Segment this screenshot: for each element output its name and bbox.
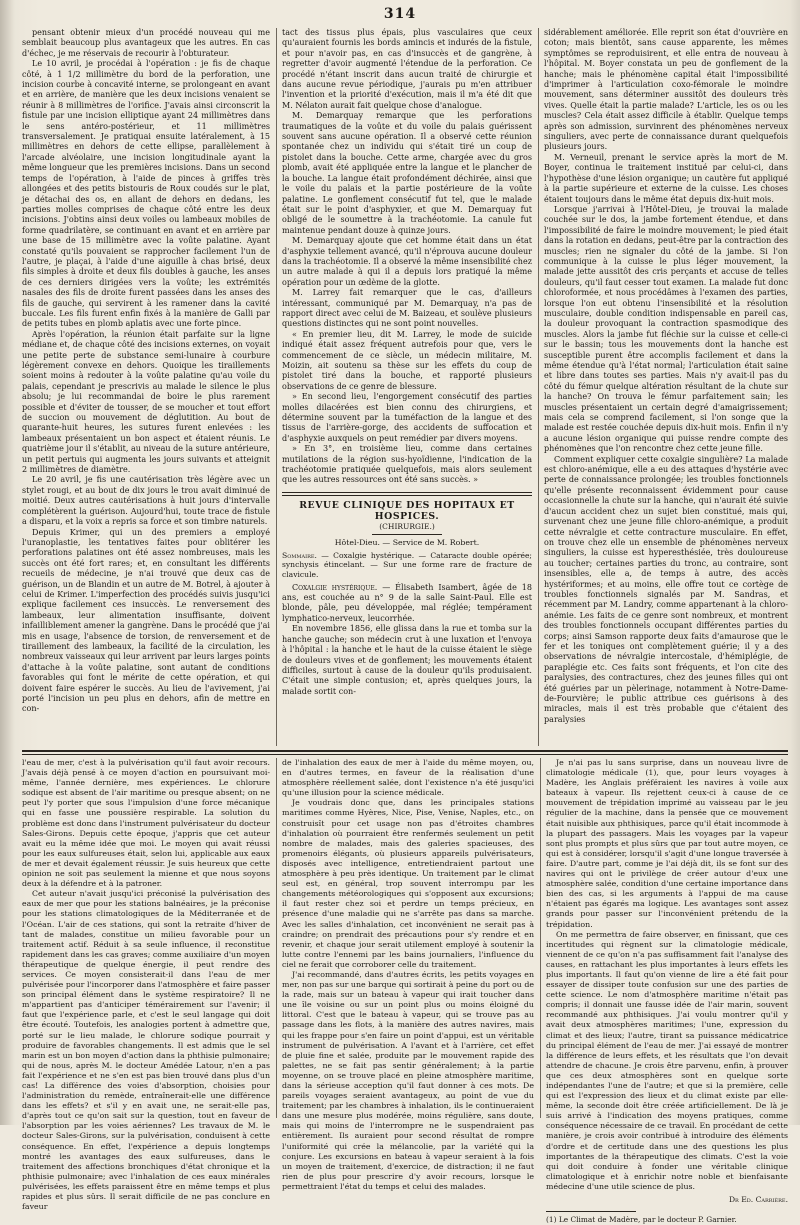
paragraph: M. Demarquay remarque que les perforations traumatiques de la voûte et du voile du palais guérissent souvent sans aucune opération. Il a observé cette réunion spontanée chez un individu qui s'était tiré un coup de pistolet dans la bouche. Cette arme, chargée avec du gros plomb, avait été appliquée entre la langue et le plancher de la bouche. La langue était profondément déchirée, ainsi que le voile du palais et la partie postérieure de la voûte palatine. Le gonflement consécutif fut tel, que le malade était sur le point d'asphyxier, et que M. Demarquay fut obligé de le soumettre à la trachéotomie. La canule fut maintenue pendant douze à quinze jours. [282,111,532,235]
paragraph: Cet auteur n'avait jusqu'ici préconisé la pulvérisation des eaux de mer que pour les stations balnéaires, je la préconise pour les stations climatologiques de la Méditerranée et de l'Océan. L'air de ces stations, qui sont la retraite d'hiver de tant de malades, constitue un milieu favorable pour un traitement actif. Réduit à sa seule influence, il reconstitue rapidement dans les cas graves; comme auxiliaire d'un moyen thérapeutique de quelque énergie, il peut rendre des services. Ce moyen consisterait-il dans l'eau de mer pulvérisée pour l'incorporer dans l'atmosphère et faire passer son principal élément dans le système respiratoire? Il ne m'appartient pas d'anticiper témérairement sur l'avenir; il faut que l'expérience parle, et c'est le seul langage qui doit être écouté. Toutefois, les analogies portent à admettre que, porté sur le lieu malade, le chlorure sodique pourrait y produire de favorables changements. Il est admis que le sel marin est un bon moyen d'action dans la phthisie pulmonaire; qui de nous, après M. le docteur Amédée Latour, n'en a pas fait l'expérience et ne s'en est pas bien trouvé dans plus d'un cas! La différence des voies d'absorption, choisies pour l'administration du remède, entraînerait-elle une différence dans les effets? et s'il y en avait une, ne serait-elle pas, d'après tout ce qu'on sait sur la question, tout en faveur de l'absorption par les voies aériennes? Les travaux de M. le docteur Sales-Girons, sur la pulvérisation, conduisent à cette conséquence. En effet, l'expérience a depuis longtemps montré les avantages des eaux sulfureuses, dans le traitement des affections bronchiques d'état chronique et la phthisie pulmonaire; avec l'inhalation de ces eaux minérales pulvérisées, les effets paraissent être en même temps et plus rapides et plus sûrs. Il serait difficile de ne pas conclure en faveur [22,889,270,1212]
summary-text: — Coxalgie hystérique. — Cataracte double opérée; synchysis étincelant. — Sur une forme rare de fracture de clavicule. [282,550,532,580]
paragraph: Je n'ai pas lu sans surprise, dans un nouveau livre de climatologie médicale (1), que, pour leurs voyages à Madère, les Anglais préféraient les navires à voile aux bateaux à vapeur. Ils rejettent ceux-ci à cause de ce mouvement de trépidation imprimé au vaisseau par le jeu régulier de la machine, dans la pensée que ce mouvement était nuisible aux phthisiques, parce qu'il était incommode à la plupart des passagers. Mais les voyages par la vapeur sont plus prompts et plus sûrs que par tout autre moyen, ce qui est à considérer, lorsqu'il s'agit d'une longue traversée à faire. D'autre part, comme je l'ai déjà dit, ils se font sur des navires qui ont le privilège de créer autour d'eux une atmosphère salée, condition d'une certaine importance dans bien des cas, si les arguments à l'appui de ma cause n'étaient pas égarés ma logique. Les avantages sont assez grands pour passer sur l'inconvénient prétendu de la trépidation. [546,758,788,929]
paragraph: l'eau de mer, c'est à la pulvérisation qu'il faut avoir recours. J'avais déjà pensé à ce moyen d'action en poursuivant moi-même, l'année dernière, mes expériences. Le chlorure sodique est absent de l'air maritime ou presque absent; on ne peut l'y porter que sous l'impulsion d'une force mécanique qui en fasse une poussière respirable. La solution du problème est donc dans l'instrument pulvérisateur du docteur Sales-Girons. Depuis cette époque, j'appris que cet auteur avait eu la même idée que moi. Le moyen qui avait réussi pour les eaux sulfureuses était, selon lui, applicable aux eaux de mer et devait également réussir. Je suis heureux que cette opinion ne soit pas seulement la mienne et que nous soyons deux à la défendre et à la patroner. [22,758,270,889]
lower-feuilleton-area [22,758,788,1225]
summary [282,551,532,580]
section-separator-rule-thin [22,754,788,755]
paragraph: M. Verneuil, prenant le service après la mort de M. Boyer, continua le traitement institué par celui-ci, dans l'hypothèse d'une lésion organique; un cautère fut appliqué à la partie supérieure et externe de la cuisse. Les choses étaient toujours dans le même état depuis dix-huit mois. [544,152,788,204]
section-rule [282,492,532,496]
service-line: Hôtel-Dieu. — Service de M. Robert. [334,537,480,547]
paragraph: M. Larrey fait remarquer que le cas, d'ailleurs intéressant, communiqué par M. Demarquay, n'a pas de rapport direct avec celui de M. Baizeau, et soulève plusieurs questions distinctes qui ne sont point nouvelles. [282,288,532,329]
paragraph: Je voudrais donc que, dans les principales stations maritimes comme Hyères, Nice, Pise, Venise, Naples, etc., on construisît pour cet usage non pas d'étroites chambres d'inhalation où pourraient être renfermés seulement un petit nombre de malades, mais des galeries spacieuses, des promenoirs élégants, où plusieurs appareils pulvérisateurs, disposés avec intelligence, entretiendraient partout une atmosphère à peu près identique. Un traitement par le climat seul est, en général, trop souvent interrompu par les changements météorologiques qui s'opposent aux excursions; il faut rester chez soi et perdre un temps précieux, en présence d'une maladie qui ne s'arrête pas dans sa marche. Avec les salles d'inhalation, cet inconvénient ne serait pas à craindre; on prendrait des précautions pour s'y rendre et en revenir, et chaque jour serait utilement employé à soutenir la lutte contre l'ennemi par les bains journaliers, l'influence du ciel ne ferait que corroborer celle du traitement. [282,798,534,969]
paragraph: Comment expliquer cette coxalgie singulière? La malade est chloro-anémique, elle a eu des attaques d'hystérie avec perte de connaissance prolongée; les troubles fonctionnels qu'elle présente reconnaissent évidemment pour cause occasionnelle la chute sur la hanche, qui n'aurait été suivie d'aucun accident chez un sujet bien constitué, mais qui, survenant chez une jeune fille chloro-anémique, a produit cette névralgie et cette contracture musculaire. En effet, on trouve chez elle un ensemble de phénomènes nerveux singuliers, la cuisse est hyperesthésiée, très douloureuse au toucher; certaines parties du tronc, au contraire, sont insensibles, elle a, de temps à autre, des accès hystériformes; et au moins, elle offre tout ce cortège de troubles fonctionnels signalés par M. Sandras, et récemment par M. Landry, comme appartenant à la chloro-anémie. Les faits de ce genre sont nombreux, et montrent des troubles fonctionnels occupant différentes parties du corps; ainsi Samson rapporte deux faits d'amaurose que le fer et les toniques ont complètement guérie; il y a des observations de névralgie intercostale, d'hémiplégie, de paraplégie etc. Ces faits sont fréquents, et l'on cite des paralysies, des contractures, chez des jeunes filles qui ont été guéries par un pèlerinage, notamment à Notre-Dame-de-Fourvière; le public attribue ces guérisons à des miracles, mais il est très probable que c'étaient des paralysies [544,454,788,724]
paragraph: Après l'opération, la réunion était parfaite sur la ligne médiane et, de chaque côté des incisions externes, on voyait une petite perte de substance semi-lunaire à courbure légèrement convexe en dehors. Quoique les tiraillements soient moins à redouter à la voûte palatine qu'au voile du palais, cependant je prescrivis au malade le silence le plus absolu; je lui recommandai de boire le plus rarement possible et d'éviter de tousser, de se moucher et tout effort de succion ou mouvement de déglutition. Au bout de quarante-huit heures, les sutures furent enlevées : les lambeaux présentaient un bon aspect et étaient réunis. Le quatrième jour il s'établit, au niveau de la suture antérieure, un petit pertuis qui augmenta les jours suivants et atteignit 2 millimètres de diamètre. [22,329,270,475]
binding-shadow [0,0,14,1125]
upper-column-1 [22,28,270,746]
paragraph: pensant obtenir mieux d'un procédé nouveau qui me semblait beaucoup plus avantageux que les autres. En cas d'échec, je me réservais de recourir à l'obturateur. [22,28,270,58]
upper-column-2 [282,28,532,746]
paragraph: J'ai recommandé, dans d'autres écrits, les petits voyages en mer, non pas sur une barque qui sortirait à peine du port ou de la rade, mais sur un bateau à vapeur qui irait toucher dans une île voisine ou sur un point plus ou moins éloigné du littoral. C'est que le bateau à vapeur, qui se trouve pas au passage dans les flots, à la manière des autres navires, mais qui les frappe pour s'en faire un point d'appui, est un véritable instrument de pulvérisation. A l'avant et à l'arrière, cet effet de pluie fine et salée, produite par le mouvement rapide des palettes, ne se fait pas sentir généralement; à la partie moyenne, on se trouve placé en pleine atmosphère maritime, dans la sérieuse acception qu'il faut donner à ces mots. De pareils voyages seraient avantageux, au point de vue du traitement; par les chambres à inhalation, ils le continueraient dans une mesure plus modérée, moins régulière, sans doute, mais qui moins de l'interrompre ne le suspendraient pas entièrement. Ils auraient pour second résultat de rompre l'uniformité qui crée la mélancolie, par la variété qui la conjure. Les excursions en bateau à vapeur seraient à la fois un moyen de traitement, d'exercice, de distraction; il ne faut rien de plus pour prescrire d'y avoir recours, lorsque le permettraient l'état du temps et celui des malades. [282,969,534,1191]
case-label: Coxalgie hystérique. [292,582,378,592]
page-number: 314 [383,6,417,22]
paragraph: On me permettra de faire observer, en finissant, que ces incertitudes qui règnent sur la climatologie médicale, viennent de ce qu'on n'a pas suffisamment fait l'analyse des causes, en rattachant les plus importantes à leurs effets les plus importants. Il faut qu'on vienne de lire a été fait pour essayer de dissiper toute confusion sur une des parties de cette science. Le nom d'atmosphère maritime n'était pas compris; il donnait une fausse idée de l'air marin, souvent recommandé aux phthisiques. J'ai voulu montrer qu'il y avait deux atmosphères maritimes; l'une, expression du climat et des lieux; l'autre, tirant sa puissance médicatrice du principal élément de l'eau de mer. J'ai essayé de montrer la différence de leurs effets, et les résultats que l'on devait attendre de chacune. Je crois être parvenu, enfin, à prouver que ces deux atmosphères sont en quelque sorte indépendantes l'une de l'autre; et que si la première, celle qui est l'expression des lieux et du climat existe par elle-même, la seconde doit être créée artificiellement. De là je suis arrivé à l'indication des moyens pratiques, comme conséquence nécessaire de ce travail. En procédant de cette manière, je crois avoir contribué à introduire des éléments d'ordre et de certitude dans une des questions les plus importantes de la thérapeutique des climats. C'est la voie qui doit conduire à fonder une véritable clinique climatologique et à enrichir notre noble et bienfaisante médecine d'une utile science de plus. [546,929,788,1191]
paragraph: Le 20 avril, je fis une cautérisation très légère avec un stylet rougi, et au bout de dix jours le trou avait diminué de moitié. Deux autres cautérisations à huit jours d'intervalle complétèrent la guérison. Aujourd'hui, toute trace de fistule a disparu, et la voix a repris sa force et son timbre naturels. [22,475,270,527]
short-rule [372,534,442,535]
lower-column-1 [22,758,270,1212]
author-signature: Dr Ed. Carrière. [728,1195,788,1205]
lower-column-3 [546,758,788,1225]
paragraph: sidérablement améliorée. Elle reprit son état d'ouvrière en coton; mais bientôt, sans cause apparente, les mêmes symptômes se reproduisirent, et elle entra de nouveau à l'hôpital. M. Boyer constata un peu de gonflement de la hanche; mais le phénomène capital était l'impossibilité d'imprimer à l'articulation coxo-fémorale le moindre mouvement, sans déterminer aussitôt des douleurs très vives. Quelle était la partie malade? L'article, les os ou les muscles? Cela était assez difficile à établir. Quelque temps après son admission, survinrent des phénomènes nerveux singuliers, avec perte de connaissance durant quelquefois plusieurs jours. [544,28,788,152]
paragraph: » En 3°, en troisième lieu, comme dans certaines mutilations de la région sus-hyoïdienne, l'indication de la trachéotomie pratiquée quelquefois, mais alors seulement que les autres ressources ont été sans succès. » [282,444,532,485]
case-text: — Élisabeth Isambert, âgée de 18 ans, est couchée au n° 9 de la salle Saint-Paul. Elle est blonde, pâle, peu développée, mal réglée; tempérament lymphatico-nerveux, leucorrhée. [282,582,532,623]
paragraph: Depuis Krimer, qui un des premiers a employé l'uranoplastie, les tentatives faites pour oblitérer les perforations palatines ont été assez nombreuses, mais les succès ont été fort rares; et, en consultant les différents recueils de médecine, je n'ai trouvé que deux cas de guérison, un de Blandin et un autre de M. Botrel, à ajouter à celui de Krimer. L'imperfection des procédés suivis jusqu'ici explique facilement ces insuccès. Le renversement des lambeaux, leur alimentation insuffisante, doivent infailliblement amener la gangrène. Dans le procédé que j'ai mis en usage, l'absence de torsion, de renversement et de tiraillement des lambeaux, la facilité de la circulation, les nombreux vaisseaux qui leur arrivent par leurs larges points d'attache à la voûte palatine, sont autant de conditions favorables qui font le mérite de cette opération, et qui doivent faire espérer le succès. Au lieu de l'avivement, j'ai porté l'incision un peu plus en dehors, afin de mettre en con- [22,527,270,714]
paragraph: M. Demarquay ajoute que cet homme était dans un état d'asphyxie tellement avancé, qu'il n'éprouva aucune douleur dans la trachéotomie. Il a observé la même insensibilité chez un autre malade à qui il a depuis lors pratiqué la même opération pour un œdème de la glotte. [282,236,532,287]
summary-label: Sommaire. [282,550,317,560]
footnote-rule [546,1211,636,1212]
paragraph: tact des tissus plus épais, plus vasculaires que ceux qu'auraient fournis les bords amincis et indurés de la fistule, et pour n'avoir pas, en cas d'insuccès et de gangrène, à regretter d'avoir augmenté l'étendue de la perforation. Ce procédé n'étant inscrit dans aucun traité de chirurgie et dans aucune revue périodique, j'aurais pu m'en attribuer l'invention et la priorité d'exécution, mais il m'a été dit que M. Nélaton aurait fait quelque chose d'analogue. [282,28,532,110]
section-title: REVUE CLINIQUE DES HOPITAUX ET HOSPICES. [299,499,515,522]
paragraph: » En second lieu, l'engorgement consécutif des parties molles dilacérées est bien connu des chirurgiens, et détermine souvent par la tuméfaction de la langue et des tissus de l'arrière-gorge, des accidents de suffocation et d'asphyxie auxquels on peut remédier par divers moyens. [282,392,532,443]
case-paragraph [282,583,532,625]
upper-article-area [22,28,788,746]
paragraph: Le 10 avril, je procédai à l'opération : je fis de chaque côté, à 1 1/2 millimètre du bord de la perforation, une incision courbe à concavité interne, se prolongeant en avant et en arrière, de manière que les deux incisions venaient se réunir à 8 millimètres de l'orifice. J'avais ainsi circonscrit la fistule par une incision elliptique ayant 24 millimètres dans le sens antéro-postérieur, et 11 millimètres transversalement. Je pratiquai ensuite latéralement, à 15 millimètres en dehors de cette ellipse, parallèlement à l'arcade alvéolaire, une incision longitudinale ayant la même longueur que les premières incisions. Dans un second temps de l'opération, à l'aide de pinces à griffes très allongées et des petits bistouris de Roux coudés sur le plat, je détachai des os, en allant de dehors en dedans, les parties molles comprises de chaque côté entre les deux incisions. J'obtins ainsi deux voiles ou lambeaux mobiles de forme quadrilatère, se continuant en avant et en arrière par une base de 15 millimètre avec la voûte palatine. Ayant constaté qu'ils pouvaient se rapprocher facilement l'un de l'autre, je plaçai, à l'aide d'une aiguille à chas brisé, deux fils simples à droite et deux fils doubles à gauche, les anses de ces derniers dirigées vers la voûte; les extrémités nasales des fils de droite furent passées dans les anses des fils de gauche, qui servirent à les ramener dans la cavité buccale. Les fils furent enfin fixés à la manière de Galli par de petits tubes en plomb aplatis avec une forte pince. [22,59,270,329]
paragraph: Lorsque j'arrivai à l'Hôtel-Dieu, je trouvai la malade couchée sur le dos, la jambe fortement étendue, et dans l'impossibilité de faire le moindre mouvement; le pied était dans la rotation en dedans, peut-être par la contraction des muscles; rien ne signaler du côté de la jambe. Si l'on communique à la cuisse le plus léger mouvement, la malade jette aussitôt des cris perçants et accuse de telles douleurs, qu'il faut cesser tout examen. La malade fut donc chloroformée, et nous procédâmes à l'examen des parties, lorsque l'on eut obtenu l'insensibilité et la résolution musculaire, double condition indispensable en pareil cas, la douleur provoquant la contraction spasmodique des muscles. Alors la jambe fut fléchie sur la cuisse et celle-ci sur le bassin; tous les mouvements dont la hanche est susceptible purent être accomplis facilement et dans la même étendue qu'à l'état normal; l'articulation était saine et libre dans toutes ses parties. Mais n'y avait-il pas du côté du fémur quelque altération résultant de la chute sur la hanche? On trouva le fémur parfaitement sain; les muscles présentaient un certain degré d'amaigrissement; mais cela se comprend facilement, si l'on songe que la malade est restée couchée depuis dix-huit mois. Enfin il n'y a aucune lésion organique qui puisse rendre compte des phénomènes que l'on rencontre chez cette jeune fille. [544,204,788,454]
edge-shadow [790,0,800,1125]
footnote: (1) Le Climat de Madère, par le docteur P. Garnier. [546,1215,737,1225]
section-subtitle: (CHIRURGIE.) [379,521,435,531]
paragraph: En novembre 1856, elle glissa dans la rue et tomba sur la hanche gauche; son médecin crut à une luxation et l'envoya à l'hôpital : la hanche et le haut de la cuisse étaient le siège de douleurs vives et de gonflement; les mouvements étaient difficiles, surtout à cause de la douleur qu'ils produisaient. C'était une simple contusion; et, après quelques jours, la malade sortit con- [282,624,532,696]
paragraph: de l'inhalation des eaux de mer à l'aide du même moyen, ou, en d'autres termes, en faveur de la réalisation d'une atmosphère réellement salée, dont l'existence n'a été jusqu'ici qu'une illusion pour la science médicale. [282,758,534,798]
lower-column-2 [282,758,534,1191]
paragraph: « En premier lieu, dit M. Larrey, le mode de suicide indiqué était assez fréquent autrefois pour que, vers le commencement de ce siècle, un médecin militaire, M. Moizin, ait soutenu sa thèse sur les effets du coup de pistolet tiré dans la bouche, et rapporté plusieurs observations de ce genre de blessure. [282,329,532,391]
section-separator-rule [22,750,788,752]
upper-column-3 [544,28,788,746]
